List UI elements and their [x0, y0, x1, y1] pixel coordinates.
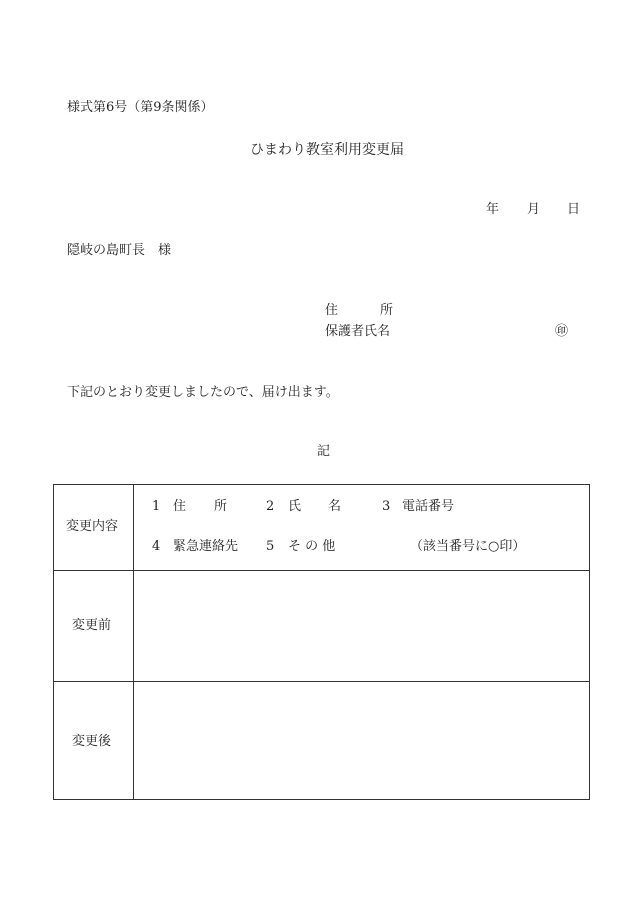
option-3-label: 電話番号 — [402, 499, 455, 514]
option-2-label-b: 名 — [328, 499, 342, 514]
address-label-b: 所 — [380, 303, 394, 318]
option-4-num: 4 — [152, 539, 161, 554]
option-1-label-b: 所 — [214, 499, 228, 514]
form-number: 様式第6号（第9条関係） — [67, 100, 214, 115]
option-5-label: そ の 他 — [288, 539, 336, 554]
addressee: 隠岐の島町長 様 — [67, 243, 172, 258]
option-2-label-a: 氏 — [288, 499, 302, 514]
date-year: 年 — [486, 202, 500, 217]
option-5-num: 5 — [266, 539, 275, 554]
row-divider — [54, 681, 589, 682]
column-divider — [133, 485, 134, 799]
option-3-num: 3 — [382, 499, 391, 514]
declaration: 下記のとおり変更しましたので、届け出ます。 — [67, 385, 339, 400]
ki-heading: 記 — [317, 444, 331, 459]
row-label-before: 変更前 — [72, 618, 112, 633]
option-note: （該当番号に○印） — [410, 539, 526, 554]
option-2-num: 2 — [266, 499, 275, 514]
row-label-after: 変更後 — [72, 734, 112, 749]
date-month: 月 — [527, 202, 541, 217]
option-1-num: 1 — [152, 499, 161, 514]
seal-mark: ㊞ — [555, 324, 569, 339]
row-divider — [54, 570, 589, 571]
option-4-label: 緊急連絡先 — [173, 539, 239, 554]
option-1-label-a: 住 — [173, 499, 187, 514]
date-day: 日 — [567, 202, 581, 217]
address-label-a: 住 — [325, 303, 339, 318]
document-title: ひまわり教室利用変更届 — [250, 142, 404, 158]
guardian-name-label: 保護者氏名 — [325, 324, 391, 339]
row-label-change-content: 変更内容 — [66, 519, 119, 534]
change-table — [53, 484, 590, 800]
